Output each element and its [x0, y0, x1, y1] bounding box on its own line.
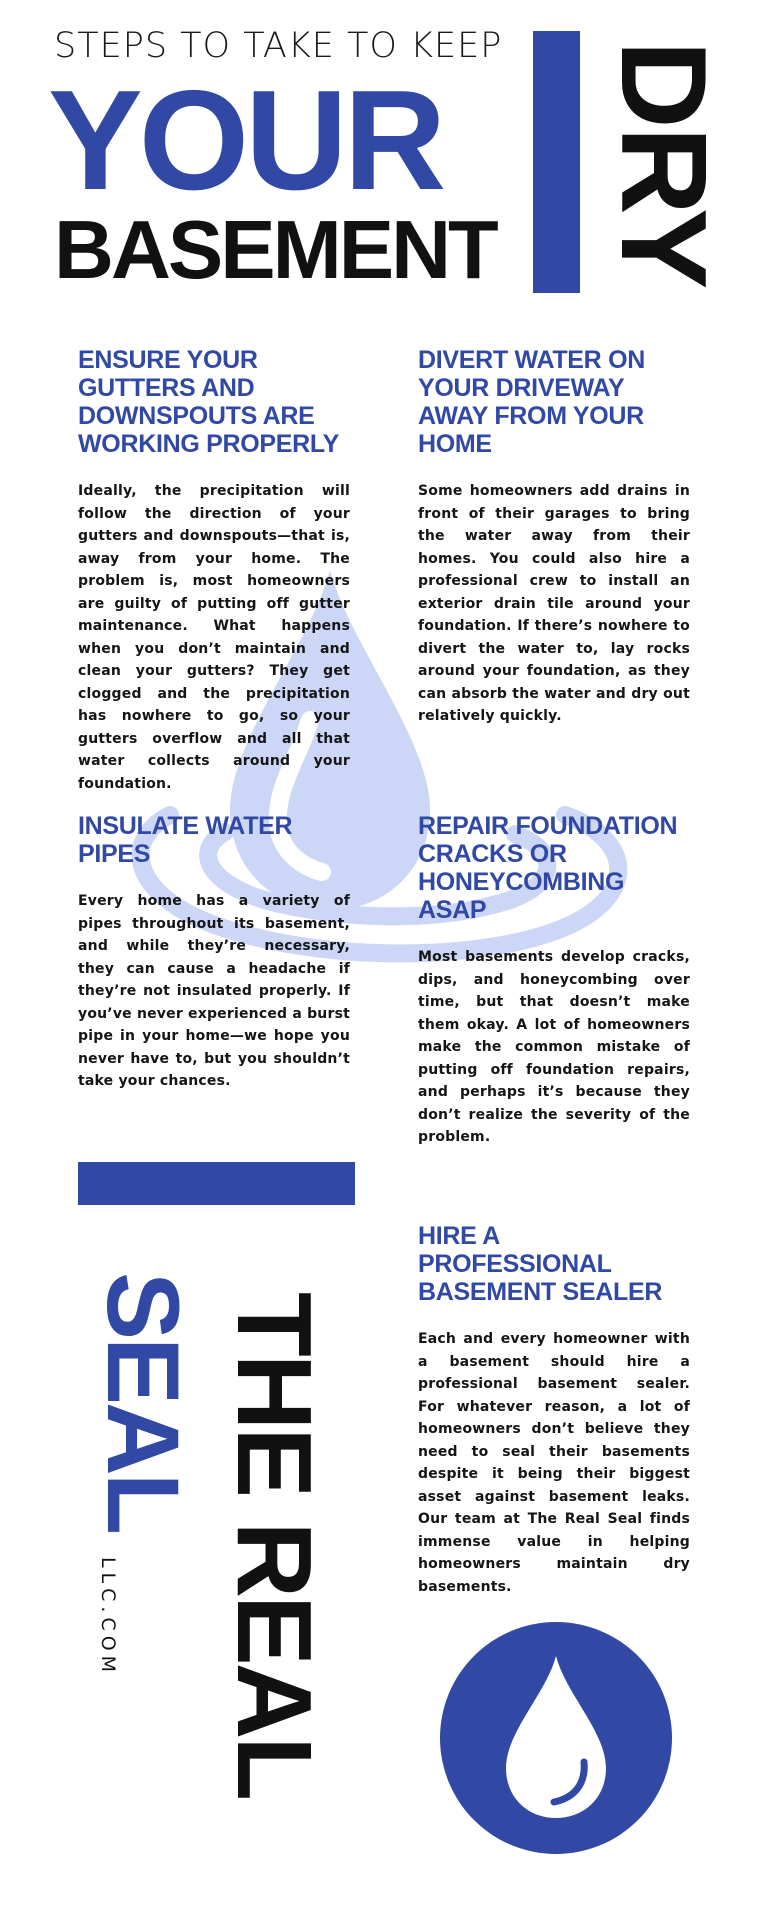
header-kicker: STEPS TO TAKE TO KEEP: [54, 26, 503, 66]
section-gutters: [78, 346, 350, 795]
water-drop-icon: [440, 1622, 672, 1854]
section-title: INSULATE WATER PIPES: [78, 812, 293, 868]
section-driveway: [418, 346, 690, 728]
header-accent-bar: [533, 31, 580, 293]
section-title: REPAIR FOUNDATION CRACKS OR HONEYCOMBING ASAP: [418, 812, 678, 924]
section-body: Ideally, the precipitation will follow the direction of your gutters and downspouts—that is, away from your home. The problem is, most homeowners are guilty of putting off gutter maintenance. What happens when you don’t maintain and clean your gutters? They get clogged and the precipitation has nowhere to go, so your gutters overflow and all that water collects around your foundation.: [78, 483, 350, 792]
section-body: Each and every homeowner with a basement should hire a professional basement sealer. For whatever reason, a lot of homeowners don’t believe they need to seal their basements despite it being their biggest asset against basement leaks. Our team at The Real Seal finds immense value in helping homeowners maintain dry basements.: [418, 1331, 690, 1595]
section-body: Every home has a variety of pipes throughout its basement, and while they’re necessary, they can cause a headache if they’re not insulated properly. If you’ve never experienced a burst pipe in your home—we hope you never have to, but you shouldn’t take your chances.: [78, 893, 350, 1089]
section-title: DIVERT WATER ON YOUR DRIVEWAY AWAY FROM YOUR HOME: [418, 346, 645, 458]
header-side-word-wrapper: [596, 34, 732, 294]
brand-domain-wrapper: [96, 1552, 120, 1682]
brand-seal-wrapper: [86, 1252, 200, 1552]
brand-name-seal: SEAL: [86, 1271, 200, 1533]
header-side-word-dry: DRY: [596, 40, 732, 288]
section-title: HIRE A PROFESSIONAL BASEMENT SEALER: [418, 1222, 663, 1306]
header-title-your: YOUR: [48, 61, 443, 220]
brand-name-the-real: THE REAL: [215, 1291, 333, 1798]
section-body: Most basements develop cracks, dips, and honeycombing over time, but that doesn’t make them okay. A lot of homeowners make the common mistake of putting off foundation repairs, and perhaps it’s because they don’t realize the severity of the problem.: [418, 949, 690, 1145]
section-foundation: [418, 812, 690, 1149]
brand-domain: LLC.COM: [97, 1556, 119, 1678]
brand-name-wrapper: [215, 1252, 333, 1837]
section-hire-sealer: [418, 1222, 690, 1598]
section-body: Some homeowners add drains in front of their garages to bring the water away from their homes. You could also hire a professional crew to install an exterior drain tile around your foundation. If there’s nowhere to divert the water to, lay rocks around your foundation, as they can absorb the water and dry out relatively quickly.: [418, 483, 690, 724]
section-title: ENSURE YOUR GUTTERS AND DOWNSPOUTS ARE WORKING PROPERLY: [78, 346, 339, 458]
brand-accent-bar: [78, 1162, 355, 1205]
section-pipes: [78, 812, 350, 1093]
header-title-basement: BASEMENT: [54, 203, 496, 296]
